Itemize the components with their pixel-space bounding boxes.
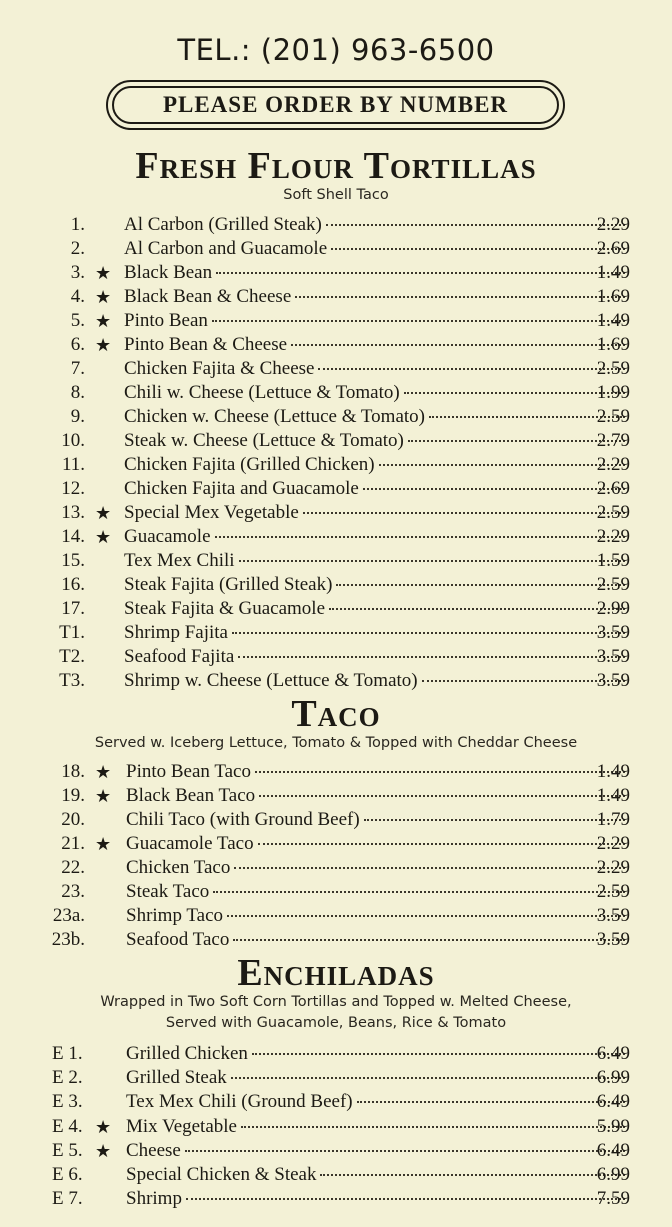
item-number: E 3. xyxy=(52,1091,83,1113)
dot-leader xyxy=(364,819,625,821)
item-name: Guacamole Taco xyxy=(126,833,254,854)
item-price: 6.49 xyxy=(596,1043,630,1064)
item-price: 6.99 xyxy=(596,1067,630,1089)
section-title-tortillas: Fresh Flour Tortillas xyxy=(135,145,537,187)
star-icon: ★ xyxy=(95,1140,112,1161)
dot-leader xyxy=(238,656,625,658)
section-subtitle-tortillas: Soft Shell Taco xyxy=(283,187,389,203)
item-number: 12. xyxy=(61,478,85,499)
item-price: 7.59 xyxy=(596,1188,630,1210)
item-name: Shrimp Taco xyxy=(126,905,224,926)
menu-item-row xyxy=(0,237,672,261)
item-name-wrap xyxy=(126,784,628,808)
item-number: 11. xyxy=(61,454,85,475)
item-name-wrap xyxy=(124,669,628,693)
item-name: Chicken w. Cheese (Lettuce & Tomato) xyxy=(124,406,425,427)
dot-leader xyxy=(259,795,625,797)
dot-leader xyxy=(231,1077,625,1079)
item-price: 1.69 xyxy=(596,286,630,307)
item-name: Shrimp Fajita xyxy=(124,622,228,643)
item-price: 1.79 xyxy=(596,809,630,830)
item-name-wrap xyxy=(126,880,628,904)
item-number: 6. xyxy=(70,334,85,355)
item-number: 23a. xyxy=(52,905,85,926)
star-icon: ★ xyxy=(95,762,112,782)
taco-list xyxy=(0,760,672,952)
dot-leader xyxy=(216,272,625,274)
item-name-wrap xyxy=(124,453,628,477)
item-price: 2.59 xyxy=(596,358,630,379)
phone-number: TEL.: (201) 963-6500 xyxy=(177,33,495,67)
dot-leader xyxy=(295,296,625,298)
section-subtitle-enchiladas-1: Wrapped in Two Soft Corn Tortillas and Topped w. Melted Cheese, xyxy=(100,994,572,1010)
item-number: 17. xyxy=(61,598,85,619)
item-price: 2.69 xyxy=(596,478,630,499)
item-price: 1.49 xyxy=(596,310,630,331)
item-name: Chicken Fajita & Cheese xyxy=(124,358,315,379)
menu-item-row xyxy=(0,1042,672,1066)
item-name: Chili w. Cheese (Lettuce & Tomato) xyxy=(124,382,400,403)
item-name: Special Chicken & Steak xyxy=(126,1163,317,1185)
item-name-wrap xyxy=(124,597,628,621)
dot-leader xyxy=(329,608,625,610)
menu-item-row xyxy=(0,333,672,357)
star-icon: ★ xyxy=(95,1116,112,1137)
dot-leader xyxy=(291,344,625,346)
section-title-taco: Taco xyxy=(291,693,381,735)
item-price: 6.49 xyxy=(596,1139,630,1161)
banner-text: PLEASE ORDER BY NUMBER xyxy=(162,92,509,117)
item-price: 2.59 xyxy=(596,502,630,523)
item-number: 16. xyxy=(61,574,85,595)
menu-item-row xyxy=(0,880,672,904)
menu-item-row xyxy=(0,429,672,453)
menu-item-row xyxy=(0,261,672,285)
menu-item-row xyxy=(0,285,672,309)
item-number: T3. xyxy=(59,670,85,691)
item-name-wrap xyxy=(126,1066,628,1090)
item-number: E 2. xyxy=(52,1067,83,1089)
item-number: 8. xyxy=(70,382,85,403)
item-number: 14. xyxy=(61,526,85,547)
dot-leader xyxy=(186,1198,625,1200)
item-name: Grilled Steak xyxy=(126,1067,227,1089)
item-name: Chicken Fajita and Guacamole xyxy=(124,478,359,499)
section-subtitle-taco: Served w. Iceberg Lettuce, Tomato & Topped with Cheddar Cheese xyxy=(94,735,578,751)
item-price: 5.99 xyxy=(596,1115,630,1137)
item-price: 2.59 xyxy=(596,881,630,902)
dot-leader xyxy=(404,392,625,394)
dot-leader xyxy=(258,843,625,845)
star-icon: ★ xyxy=(95,834,112,854)
item-name: Steak Taco xyxy=(126,881,210,902)
dot-leader xyxy=(255,771,625,773)
dot-leader xyxy=(363,488,625,490)
star-icon: ★ xyxy=(95,527,112,547)
item-number: 21. xyxy=(61,833,85,854)
item-name: Cheese xyxy=(126,1139,181,1161)
dot-leader xyxy=(185,1150,625,1152)
menu-item-row xyxy=(0,1090,672,1114)
item-number: T2. xyxy=(59,646,85,667)
menu-item-row xyxy=(0,477,672,501)
item-number: 4. xyxy=(70,286,85,307)
dot-leader xyxy=(336,584,625,586)
item-price: 2.99 xyxy=(596,598,630,619)
item-number: 20. xyxy=(61,809,85,830)
item-name: Steak Fajita (Grilled Steak) xyxy=(124,574,333,595)
item-price: 1.49 xyxy=(596,262,630,283)
item-price: 1.69 xyxy=(596,334,630,355)
menu-item-row xyxy=(0,808,672,832)
item-price: 2.79 xyxy=(596,430,630,451)
item-number: T1. xyxy=(59,622,85,643)
item-name: Black Bean & Cheese xyxy=(124,286,292,307)
item-name: Guacamole xyxy=(124,526,211,547)
dot-leader xyxy=(252,1053,625,1055)
dot-leader xyxy=(232,632,625,634)
menu-item-row xyxy=(0,573,672,597)
dot-leader xyxy=(239,560,625,562)
item-number: 18. xyxy=(61,761,85,782)
item-number: 2. xyxy=(70,238,85,259)
item-number: 13. xyxy=(61,502,85,523)
item-number: E 5. xyxy=(52,1139,83,1161)
menu-item-row xyxy=(0,357,672,381)
item-name-wrap xyxy=(124,333,628,357)
menu-item-row xyxy=(0,405,672,429)
item-price: 3.59 xyxy=(596,622,630,643)
item-price: 2.59 xyxy=(596,574,630,595)
item-name-wrap xyxy=(126,856,628,880)
dot-leader xyxy=(331,248,625,250)
item-name-wrap xyxy=(126,1042,628,1066)
star-icon: ★ xyxy=(95,311,112,331)
menu-item-row xyxy=(0,1187,672,1211)
menu-item-row xyxy=(0,669,672,693)
item-price: 2.59 xyxy=(596,406,630,427)
item-price: 1.49 xyxy=(596,785,630,806)
menu-item-row xyxy=(0,213,672,237)
item-number: E 4. xyxy=(52,1115,83,1137)
item-name: Mix Vegetable xyxy=(126,1115,237,1137)
item-name-wrap xyxy=(126,1187,628,1211)
dot-leader xyxy=(227,915,625,917)
item-number: 3. xyxy=(70,262,85,283)
item-name-wrap xyxy=(126,928,628,952)
item-price: 1.49 xyxy=(596,761,630,782)
item-name: Tex Mex Chili xyxy=(124,550,235,571)
item-name: Seafood Taco xyxy=(126,929,230,950)
dot-leader xyxy=(212,320,625,322)
menu-item-row xyxy=(0,1115,672,1139)
item-name-wrap xyxy=(126,760,628,784)
menu-item-row xyxy=(0,597,672,621)
item-name: Black Bean xyxy=(124,262,213,283)
item-name-wrap xyxy=(124,237,628,261)
item-name: Shrimp w. Cheese (Lettuce & Tomato) xyxy=(124,670,418,691)
item-name-wrap xyxy=(124,285,628,309)
dot-leader xyxy=(303,512,625,514)
menu-item-row xyxy=(0,645,672,669)
menu-item-row xyxy=(0,784,672,808)
item-price: 3.59 xyxy=(596,905,630,926)
item-name: Grilled Chicken xyxy=(126,1043,248,1064)
menu-item-row xyxy=(0,904,672,928)
dot-leader xyxy=(408,440,625,442)
menu-item-row xyxy=(0,525,672,549)
item-name: Steak w. Cheese (Lettuce & Tomato) xyxy=(124,430,404,451)
menu-item-row xyxy=(0,856,672,880)
item-name: Seafood Fajita xyxy=(124,646,235,667)
item-name: Chicken Taco xyxy=(126,857,231,878)
item-number: 9. xyxy=(70,406,85,427)
menu-item-row xyxy=(0,832,672,856)
star-icon: ★ xyxy=(95,335,112,355)
section-subtitle-enchiladas-2: Served with Guacamole, Beans, Rice & Tomato xyxy=(165,1015,507,1031)
menu-item-row xyxy=(0,1066,672,1090)
item-name: Al Carbon (Grilled Steak) xyxy=(124,214,322,235)
item-number: E 7. xyxy=(52,1188,83,1210)
dot-leader xyxy=(357,1101,625,1103)
item-price: 1.59 xyxy=(596,550,630,571)
item-name-wrap xyxy=(126,808,628,832)
item-price: 3.59 xyxy=(596,929,630,950)
item-name-wrap xyxy=(124,213,628,237)
star-icon: ★ xyxy=(95,263,112,283)
item-number: 23. xyxy=(61,881,85,902)
item-name-wrap xyxy=(124,573,628,597)
menu-item-row xyxy=(0,1139,672,1163)
item-price: 3.59 xyxy=(596,670,630,691)
item-price: 3.59 xyxy=(596,646,630,667)
item-price: 2.29 xyxy=(596,857,630,878)
item-name-wrap xyxy=(124,525,628,549)
item-name-wrap xyxy=(124,381,628,405)
item-number: 19. xyxy=(61,785,85,806)
item-name: Pinto Bean Taco xyxy=(126,761,251,782)
order-by-number-banner xyxy=(106,80,565,130)
star-icon: ★ xyxy=(95,503,112,523)
item-number: 22. xyxy=(61,857,85,878)
menu-item-row xyxy=(0,928,672,952)
dot-leader xyxy=(213,891,625,893)
dot-leader xyxy=(429,416,625,418)
menu-item-row xyxy=(0,501,672,525)
dot-leader xyxy=(326,224,625,226)
item-name-wrap xyxy=(124,501,628,525)
item-name: Chicken Fajita (Grilled Chicken) xyxy=(124,454,375,475)
menu-item-row xyxy=(0,309,672,333)
item-number: 1. xyxy=(70,214,85,235)
dot-leader xyxy=(233,939,625,941)
item-name: Black Bean Taco xyxy=(126,785,256,806)
item-name: Pinto Bean xyxy=(124,310,208,331)
item-name-wrap xyxy=(124,405,628,429)
item-name-wrap xyxy=(124,549,628,573)
item-number: E 6. xyxy=(52,1163,83,1185)
dot-leader xyxy=(320,1174,625,1176)
item-price: 2.69 xyxy=(596,238,630,259)
item-name-wrap xyxy=(124,429,628,453)
item-price: 1.99 xyxy=(596,382,630,403)
star-icon: ★ xyxy=(95,786,112,806)
item-name-wrap xyxy=(126,1163,628,1187)
item-price: 6.49 xyxy=(596,1091,630,1113)
menu-item-row xyxy=(0,1163,672,1187)
menu-item-row xyxy=(0,621,672,645)
item-name-wrap xyxy=(126,832,628,856)
menu-item-row xyxy=(0,549,672,573)
dot-leader xyxy=(318,368,625,370)
dot-leader xyxy=(234,867,625,869)
item-name-wrap xyxy=(126,904,628,928)
item-name-wrap xyxy=(124,309,628,333)
item-name-wrap xyxy=(124,477,628,501)
item-price: 2.29 xyxy=(596,526,630,547)
item-number: 23b. xyxy=(51,929,85,950)
item-number: 15. xyxy=(61,550,85,571)
item-number: 10. xyxy=(61,430,85,451)
dot-leader xyxy=(215,536,625,538)
item-number: 7. xyxy=(70,358,85,379)
item-name: Tex Mex Chili (Ground Beef) xyxy=(126,1091,353,1113)
item-number: 5. xyxy=(70,310,85,331)
item-name-wrap xyxy=(124,645,628,669)
item-name-wrap xyxy=(124,357,628,381)
enchiladas-list xyxy=(0,1042,672,1211)
item-name: Steak Fajita & Guacamole xyxy=(124,598,326,619)
menu-item-row xyxy=(0,453,672,477)
item-name: Pinto Bean & Cheese xyxy=(124,334,288,355)
item-name: Special Mex Vegetable xyxy=(124,502,299,523)
item-name-wrap xyxy=(124,621,628,645)
item-name: Al Carbon and Guacamole xyxy=(124,238,328,259)
item-name-wrap xyxy=(124,261,628,285)
item-price: 6.99 xyxy=(596,1163,630,1185)
menu-item-row xyxy=(0,381,672,405)
item-price: 2.29 xyxy=(596,833,630,854)
item-price: 2.29 xyxy=(596,214,630,235)
tortillas-list xyxy=(0,213,672,693)
item-name: Shrimp xyxy=(126,1188,182,1210)
item-price: 2.29 xyxy=(596,454,630,475)
dot-leader xyxy=(379,464,625,466)
item-name-wrap xyxy=(126,1139,628,1163)
menu-item-row xyxy=(0,760,672,784)
item-name-wrap xyxy=(126,1115,628,1139)
item-name-wrap xyxy=(126,1090,628,1114)
section-title-enchiladas: Enchiladas xyxy=(237,952,435,994)
dot-leader xyxy=(241,1126,625,1128)
star-icon: ★ xyxy=(95,287,112,307)
item-number: E 1. xyxy=(52,1043,83,1064)
item-name: Chili Taco (with Ground Beef) xyxy=(126,809,360,830)
dot-leader xyxy=(422,680,625,682)
